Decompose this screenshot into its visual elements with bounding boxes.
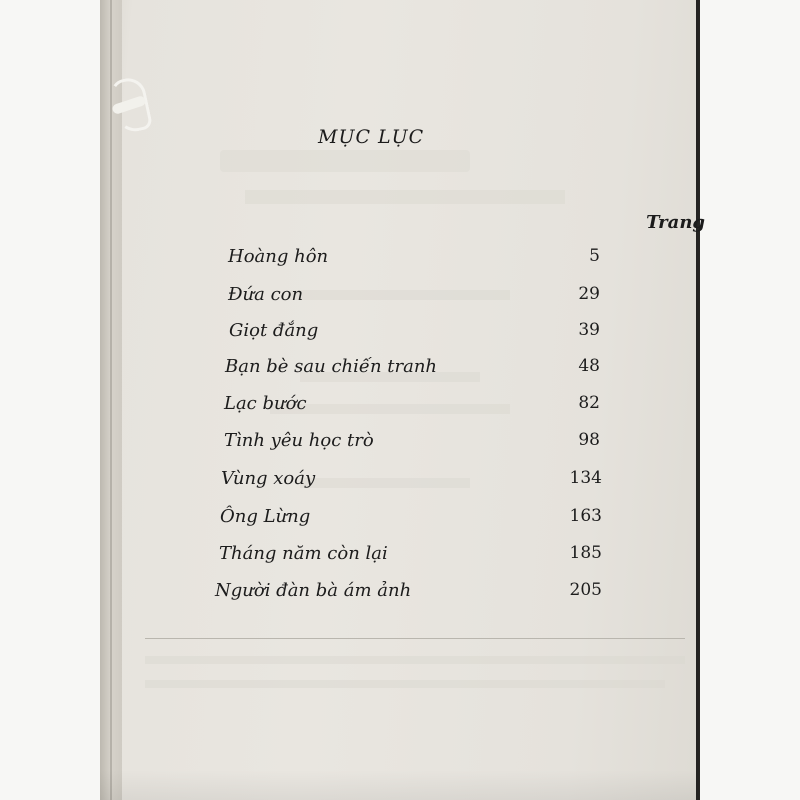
toc-entry-page: 5: [589, 246, 600, 266]
page-shadow: [100, 770, 696, 800]
toc-entry-page: 185: [569, 543, 602, 563]
toc-entry-page: 39: [578, 320, 600, 340]
toc-title: MỤC LỤC: [318, 126, 425, 148]
toc-entry: [0, 356, 800, 380]
toc-entry: [0, 246, 800, 270]
toc-entry-page: 98: [578, 430, 600, 450]
toc-entry: [0, 430, 800, 454]
toc-entry-page: 29: [578, 284, 600, 304]
toc-entry-page: 205: [569, 580, 602, 600]
toc-entry-page: 48: [578, 356, 600, 376]
toc-entry-title: Đứa con: [228, 284, 304, 305]
bleed-through-mark: [245, 190, 565, 204]
toc-entry-title: Người đàn bà ám ảnh: [215, 580, 412, 601]
toc-entry-title: Bạn bè sau chiến tranh: [225, 356, 438, 377]
toc-entry: [0, 543, 800, 567]
bleed-through-mark: [145, 680, 665, 688]
bleed-through-mark: [145, 656, 685, 664]
toc-entry: [0, 580, 800, 604]
toc-entry-page: 82: [578, 393, 600, 413]
toc-entry-title: Vùng xoáy: [221, 468, 316, 489]
toc-entry-page: 134: [569, 468, 602, 488]
page-column-header: Trang: [646, 212, 705, 233]
toc-entry-title: Giọt đắng: [229, 320, 319, 341]
toc-entry: [0, 506, 800, 530]
toc-entry: [0, 320, 800, 344]
bleed-through-mark: [220, 150, 470, 172]
toc-entry: [0, 284, 800, 308]
toc-entry-title: Lạc bước: [224, 393, 307, 414]
toc-entry: [0, 393, 800, 417]
toc-entry-title: Tháng năm còn lại: [219, 543, 388, 564]
footer-divider: [145, 638, 685, 639]
toc-entry-page: 163: [569, 506, 602, 526]
toc-entry: [0, 468, 800, 492]
toc-entry-title: Ông Lừng: [220, 506, 311, 527]
toc-entry-title: Hoàng hôn: [228, 246, 329, 267]
toc-entry-title: Tình yêu học trò: [224, 430, 374, 451]
